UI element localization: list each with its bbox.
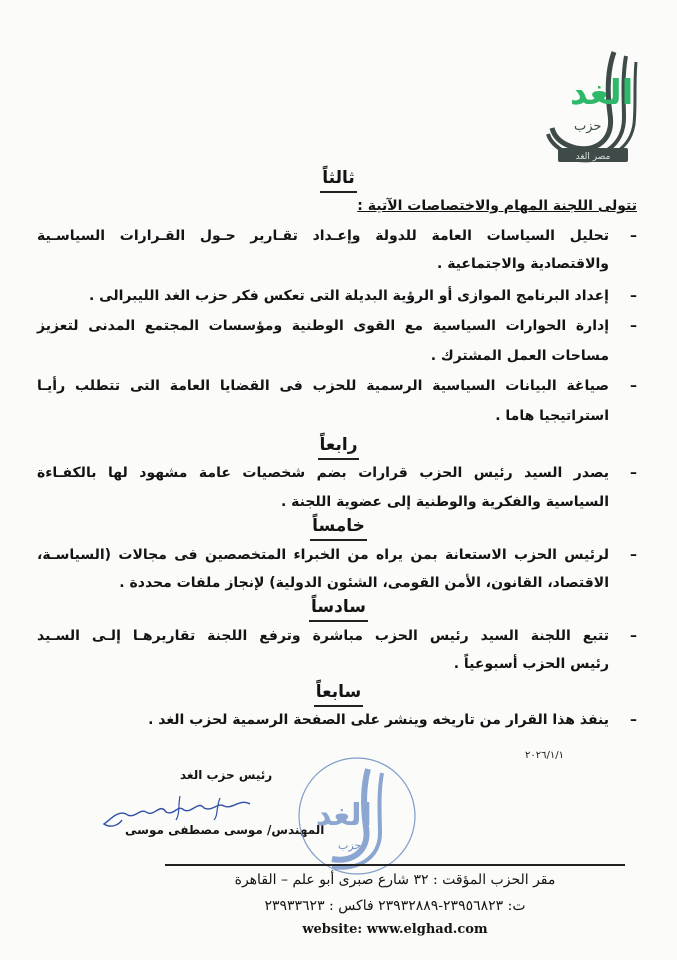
section-heading-third: ثالثاً xyxy=(0,168,677,188)
bullet-line: –يصدر السيد رئيس الحزب قرارات بضم شخصيات عامة مشهود لها بالكفـاءة xyxy=(37,465,637,481)
bullet-line: –إعداد البرنامج الموازى أو الرؤية البديلة التى تعكس فكر حزب الغد الليبرالى . xyxy=(88,288,637,304)
section-heading-fourth: رابعاً xyxy=(0,435,677,455)
bullet-continuation: مساحات العمل المشترك . xyxy=(430,348,609,364)
bullet-marker: – xyxy=(630,712,637,728)
bullet-line: –صياغة البيانات السياسية الرسمية للحزب فى القضايا العامة التى تتطلب رأيـا xyxy=(37,378,637,394)
section-heading-sixth: سادساً xyxy=(0,597,677,617)
bullet-marker: – xyxy=(630,465,637,481)
bullet-continuation: السياسية والفكرية والوطنية إلى عضوية اللجنة . xyxy=(280,494,609,510)
bullet-continuation: والاقتصادية والاجتماعية . xyxy=(437,256,609,272)
bullet-line: –ينفذ هذا القرار من تاريخه وينشر على الصفحة الرسمية لحزب الغد . xyxy=(148,712,637,728)
logo-word: حزب xyxy=(574,119,602,134)
bullet-continuation: الاقتصاد، القانون، الأمن القومى، الشئون الدولية) لإنجاز ملفات محددة . xyxy=(119,575,609,591)
footer-divider xyxy=(165,864,625,866)
bullet-marker: – xyxy=(630,628,637,644)
bullet-continuation: استراتيجيا هاما . xyxy=(495,408,609,424)
bullet-line: –لرئيس الحزب الاستعانة بمن يراه من الخبراء المتخصصين فى مجالات (السياسـة، xyxy=(37,547,637,563)
footer-website[interactable]: website: www.elghad.com xyxy=(302,922,488,937)
logo-ribbon: مصر الغد xyxy=(575,152,611,162)
signatory-title: رئيس حزب الغد xyxy=(180,768,273,782)
signatory-name: المهندس/ موسى مصطفى موسى xyxy=(125,823,325,837)
section-heading-fifth: خامساً xyxy=(0,516,677,536)
bullet-line: –تحليل السياسات العامة للدولة وإعـداد تقـارير حـول القـرارات السياسـية xyxy=(37,228,637,244)
bullet-marker: – xyxy=(630,288,637,304)
document-date: ٢٠٢٦/١/١ xyxy=(525,750,564,761)
stamp-letters: الغد xyxy=(316,798,372,833)
section-heading-seventh: سابعاً xyxy=(0,682,677,702)
logo-letters: الغد xyxy=(570,73,634,113)
bullet-marker: – xyxy=(630,378,637,394)
bullet-marker: – xyxy=(630,547,637,563)
official-stamp xyxy=(296,755,418,877)
bullet-continuation: رئيس الحزب أسبوعياً . xyxy=(453,656,609,672)
bullet-marker: – xyxy=(630,318,637,334)
section-intro: تتولى اللجنة المهام والاختصاصات الآتية : xyxy=(357,198,637,214)
party-logo xyxy=(536,44,656,166)
bullet-marker: – xyxy=(630,228,637,244)
bullet-line: –إدارة الحوارات السياسية مع القوى الوطنية ومؤسسات المجتمع المدنى لتعزيز xyxy=(37,318,637,334)
footer-address: مقر الحزب المؤقت : ٣٢ شارع صبرى أبو علم – القاهرة xyxy=(234,872,556,888)
stamp-word: حزب xyxy=(338,839,362,852)
bullet-line: –تتبع اللجنة السيد رئيس الحزب مباشرة وترفع اللجنة تقاريرهـا إلـى السـيد xyxy=(37,628,637,644)
footer-phones: ت: ٢٣٩٥٦٨٢٣-٢٣٩٣٢٨٨٩ فاكس : ٢٣٩٣٣٦٢٣ xyxy=(264,898,526,914)
